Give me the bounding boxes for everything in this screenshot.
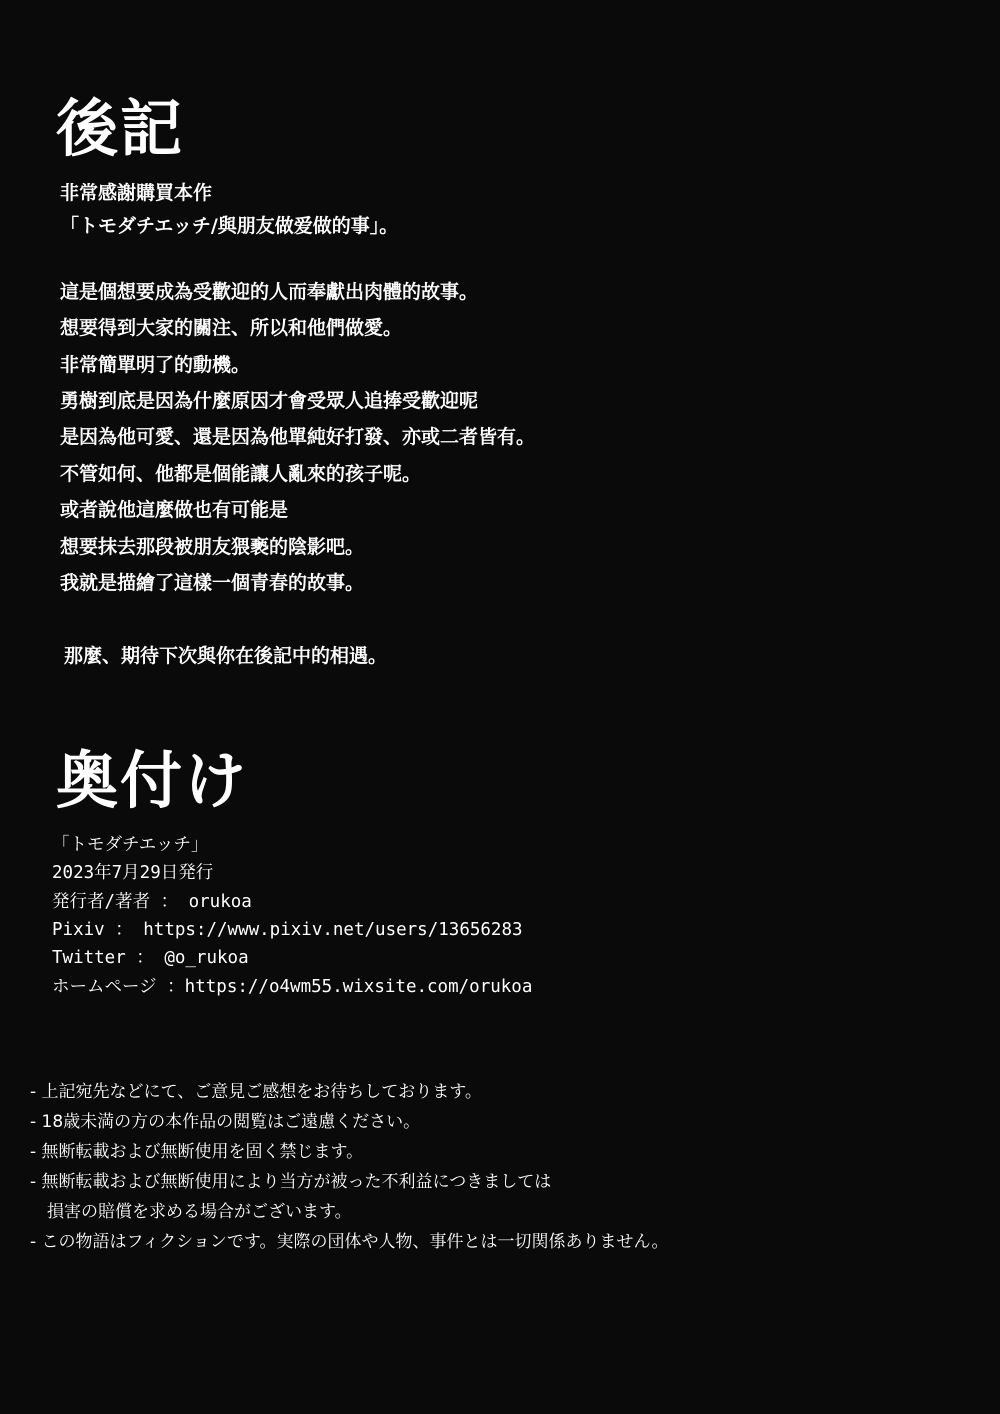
afterword-closing: 那麼、期待下次與你在後記中的相遇。 (64, 644, 388, 667)
notice-line: 損害の賠償を求める場合がございます。 (30, 1201, 352, 1222)
afterword-intro (60, 177, 952, 244)
afterword-body-line: 不管如何、他都是個能讓人亂來的孩子呢。 (60, 462, 422, 485)
notices-section (30, 1078, 970, 1257)
notice-line: - 18歳未満の方の本作品の閲覧はご遠慮ください。 (30, 1111, 421, 1132)
colophon-heading: 奥付け (56, 743, 249, 817)
colophon-title: 「トモダチエッチ」 (52, 835, 209, 855)
afterword-body-line: 勇樹到底是因為什麼原因才會受眾人追捧受歡迎呢 (60, 390, 479, 412)
notice-line: - 無断転載および無断使用を固く禁じます。 (30, 1141, 364, 1162)
colophon-list (52, 831, 952, 1001)
colophon-homepage[interactable]: ホームページ ：https://o4wm55.wixsite.com/orukoa (52, 976, 533, 997)
afterword-body-line: 或者說他這麼做也有可能是 (60, 499, 289, 522)
colophon-twitter[interactable]: Twitter ： @o_rukoa (52, 948, 249, 969)
afterword-body-line: 這是個想要成為受歡迎的人而奉獻出肉體的故事。 (60, 280, 479, 303)
afterword-body (60, 274, 952, 602)
afterword-body-line: 非常簡單明了的動機。 (60, 353, 251, 376)
colophon-pixiv[interactable]: Pixiv ： https://www.pixiv.net/users/13656283 (52, 920, 523, 941)
notice-line: - 無断転載および無断使用により当方が被った不利益につきましては (30, 1171, 552, 1192)
afterword-body-line: 我就是描繪了這樣一個青春的故事。 (60, 572, 365, 595)
afterword-body-line: 想要抹去那段被朋友猥褻的陰影吧。 (60, 535, 365, 558)
afterword-body-line: 想要得到大家的關注、所以和他們做愛。 (60, 317, 403, 340)
notice-line: - 上記宛先などにて、ご意見ご感想をお待ちしております。 (30, 1082, 482, 1102)
afterword-body-line: 是因為他可愛、還是因為他單純好打發、亦或二者皆有。 (60, 426, 536, 449)
afterword-intro-line: 非常感謝購買本作 (60, 182, 213, 205)
colophon-publish-date: 2023年7月29日発行 (52, 863, 214, 884)
notice-line: - この物語はフィクションです。実際の団体や人物、事件とは一切関係ありません。 (30, 1231, 669, 1252)
afterword-heading: 後記 (56, 92, 185, 165)
afterword-intro-line: 「トモダチエッチ/與朋友做爱做的事」。 (60, 215, 399, 238)
colophon-author: 発行者/著者 ： orukoa (52, 891, 252, 912)
afterword-section (52, 92, 952, 1001)
